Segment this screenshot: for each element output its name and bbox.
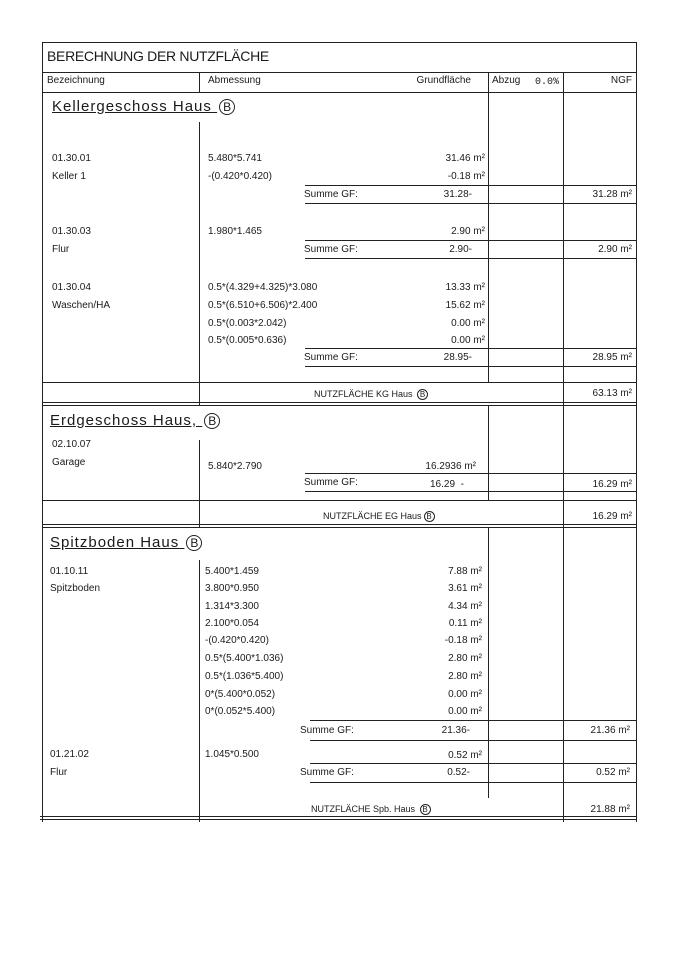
room-name: Flur [50, 767, 68, 778]
ngf-value: 16.29 m² [592, 479, 632, 490]
area: 0.00 m² [451, 335, 485, 346]
total-value: 63.13 m² [592, 388, 632, 399]
divider [42, 382, 636, 383]
divider [305, 185, 636, 186]
ngf-value: 28.95 m² [592, 352, 632, 363]
col-abmessung: Abmessung [208, 75, 261, 86]
total-label: NUTZFLÄCHE Spb. Haus B [311, 803, 431, 815]
room-name: Waschen/HA [52, 300, 110, 311]
dimension: 1.314*3.300 [205, 601, 259, 612]
col-grundflaeche: Grundfläche [416, 75, 471, 86]
divider [40, 816, 636, 817]
ngf-value: 0.52 m² [596, 767, 630, 778]
dimension: 0.5*(5.400*1.036) [205, 653, 284, 664]
area: 7.88 m² [448, 566, 482, 577]
haus-b-badge: B [186, 535, 202, 551]
sum-label: Summe GF: [300, 767, 354, 778]
abzug-percent: 0.0% [535, 77, 560, 88]
sum-value: 21.36- [441, 725, 470, 736]
area: 0.00 m² [448, 706, 482, 717]
section-heading-erdgeschoss: Erdgeschoss Haus, B [50, 412, 220, 429]
divider [42, 405, 636, 406]
room-id: 01.30.03 [52, 226, 91, 237]
divider [305, 258, 636, 259]
area: -0.18 m² [444, 635, 482, 646]
dimension: 3.800*0.950 [205, 583, 259, 594]
section-heading-spitzboden: Spitzboden Haus B [50, 534, 202, 551]
room-id: 01.30.01 [52, 153, 91, 164]
room-id: 01.21.02 [50, 749, 89, 760]
divider [488, 405, 489, 500]
dimension: 1.980*1.465 [208, 226, 262, 237]
divider [488, 528, 489, 798]
room-name: Spitzboden [50, 583, 101, 594]
dimension: 5.400*1.459 [205, 566, 259, 577]
dimension: 2.100*0.054 [205, 618, 259, 629]
dimension: 0.5*(6.510+6.506)*2.400 [208, 300, 318, 311]
col-ngf: NGF [610, 75, 632, 86]
page-title: BERECHNUNG DER NUTZFLÄCHE [47, 48, 269, 64]
dimension: 0.5*(0.005*0.636) [208, 335, 287, 346]
area: 3.61 m² [448, 583, 482, 594]
dimension: 5.840*2.790 [208, 461, 262, 472]
area: 2.80 m² [448, 671, 482, 682]
ngf-value: 21.36 m² [590, 725, 630, 736]
sum-label: Summe GF: [304, 244, 358, 255]
room-name: Keller 1 [52, 171, 86, 182]
area: 16.2936 m² [425, 461, 476, 472]
dimension: 0*(0.052*5.400) [205, 706, 276, 717]
area: 31.46 m² [445, 153, 485, 164]
area: 2.80 m² [448, 653, 482, 664]
sum-value: 31.28- [443, 189, 472, 200]
divider [305, 203, 636, 204]
col-bezeichnung: Bezeichnung [47, 75, 105, 86]
divider [310, 782, 636, 783]
total-value: 16.29 m² [592, 511, 632, 522]
divider [40, 819, 636, 820]
area: 4.34 m² [448, 601, 482, 612]
section-heading-keller: Kellergeschoss Haus B [52, 98, 235, 115]
sum-value: 28.95- [443, 352, 472, 363]
dimension: 0.5*(1.036*5.400) [205, 671, 284, 682]
area: 0.11 m² [448, 618, 482, 629]
col-abzug: Abzug [492, 75, 521, 86]
dimension: 0.5*(0.003*2.042) [208, 318, 287, 329]
area: 15.62 m² [445, 300, 485, 311]
divider [305, 240, 636, 241]
ngf-value: 31.28 m² [592, 189, 632, 200]
area: 0.00 m² [448, 689, 482, 700]
room-name: Flur [52, 244, 70, 255]
divider [305, 491, 636, 492]
divider [305, 366, 636, 367]
dimension: -(0.420*0.420) [208, 171, 272, 182]
room-id: 02.10.07 [52, 439, 91, 450]
dimension: 0*(5.400*0.052) [205, 689, 276, 700]
divider [42, 42, 43, 822]
room-id: 01.30.04 [52, 282, 91, 293]
sum-label: Summe GF: [300, 725, 354, 736]
dimension: 0.5*(4.329+4.325)*3.080 [208, 282, 318, 293]
area: -0.18 m² [447, 171, 485, 182]
divider [310, 763, 636, 764]
divider [42, 42, 636, 43]
divider [305, 473, 636, 474]
dimension: 1.045*0.500 [205, 749, 259, 760]
divider [199, 440, 200, 528]
divider [42, 500, 636, 501]
total-label: NUTZFLÄCHE EG Haus B [323, 510, 435, 522]
total-label: NUTZFLÄCHE KG Haus B [314, 388, 428, 400]
sum-value: 2.90- [449, 244, 472, 255]
divider [636, 42, 637, 822]
divider [42, 402, 636, 403]
haus-b-badge: B [417, 389, 428, 400]
room-id: 01.10.11 [50, 566, 89, 577]
sum-label: Summe GF: [304, 189, 358, 200]
area: 2.90 m² [451, 226, 485, 237]
divider [310, 720, 636, 721]
sum-label: Summe GF: [304, 477, 358, 488]
sum-value: 16.29 - [430, 479, 464, 490]
divider [42, 72, 636, 73]
haus-b-badge: B [204, 413, 220, 429]
room-name: Garage [52, 457, 86, 468]
sum-label: Summe GF: [304, 352, 358, 363]
divider [42, 527, 636, 528]
area: 0.52 m² [448, 750, 482, 761]
haus-b-badge: B [219, 99, 235, 115]
divider [199, 560, 200, 822]
area: 13.33 m² [445, 282, 485, 293]
divider [488, 72, 489, 382]
divider [199, 122, 200, 405]
dimension: 5.480*5.741 [208, 153, 262, 164]
divider [310, 740, 636, 741]
divider [42, 92, 636, 93]
sum-value: 0.52- [447, 767, 470, 778]
total-value: 21.88 m² [590, 804, 630, 815]
divider [199, 72, 200, 92]
divider [305, 348, 636, 349]
haus-b-badge: B [420, 804, 431, 815]
ngf-value: 2.90 m² [598, 244, 632, 255]
dimension: -(0.420*0.420) [205, 635, 269, 646]
divider [42, 524, 636, 525]
haus-b-badge: B [424, 511, 435, 522]
area: 0.00 m² [451, 318, 485, 329]
